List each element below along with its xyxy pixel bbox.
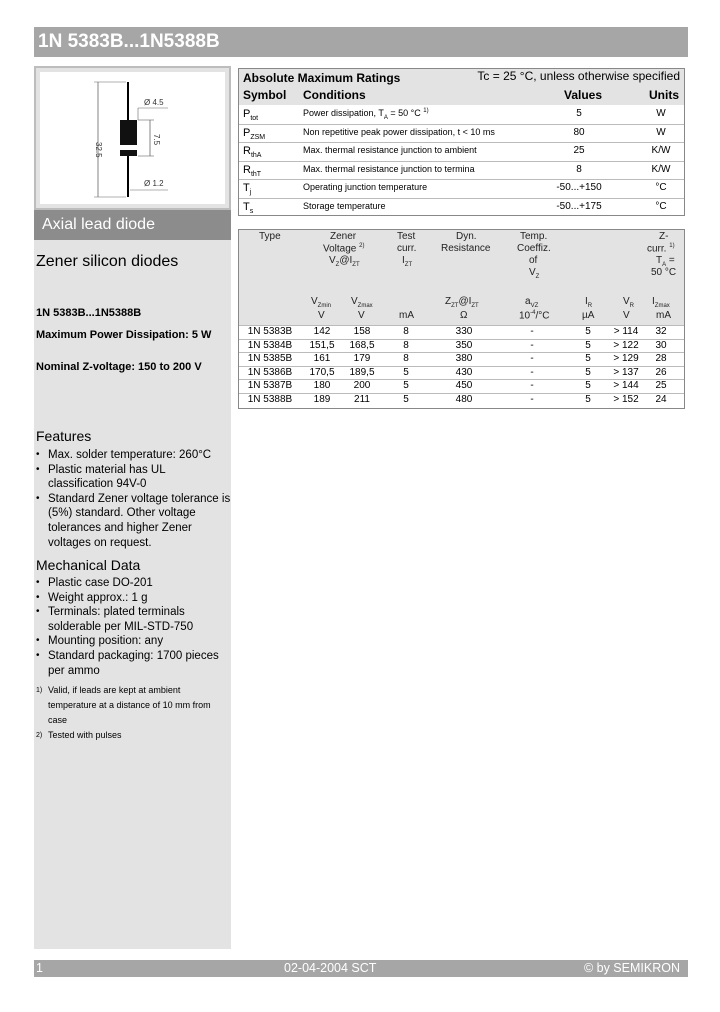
cell-symbol: $P_{tot}$ (243, 108, 259, 123)
footer-bar (34, 960, 688, 977)
table-cell: 189,5 (349, 366, 375, 378)
table-cell: 5 (585, 366, 591, 378)
max-power: Maximum Power Dissipation: 5 W (36, 329, 212, 341)
cell-value: 8 (576, 163, 582, 175)
cell-symbol: $T_s$ (243, 201, 254, 216)
col-temp-1: Temp. (520, 231, 548, 242)
table-cell: 450 (455, 380, 473, 392)
table-cell: 5 (585, 353, 591, 365)
col-temp-2: Coeffiz. (517, 243, 551, 254)
nominal-voltage: Nominal Z-voltage: 150 to 200 V (36, 361, 202, 373)
table-row (239, 393, 684, 407)
table-cell: - (530, 353, 534, 365)
unit-vzmax: V (358, 310, 365, 321)
features-heading: Features (36, 428, 92, 444)
cell-symbol: $T_j$ (243, 182, 252, 197)
col-header-values: Values (564, 88, 603, 102)
features-list (36, 448, 231, 550)
table-cell: - (530, 326, 534, 337)
cell-unit: W (656, 108, 666, 119)
table-cell: 168,5 (349, 339, 375, 351)
cell-value: 5 (576, 108, 582, 119)
col-test-1: Test (397, 231, 416, 242)
footnote-mark: 2) (36, 732, 43, 739)
footnote (36, 683, 231, 728)
col-zener-3: $V_Z@I_{ZT}$ (329, 255, 360, 268)
dim-total-length: 32.5 (94, 142, 103, 158)
list-item: • Weight approx.: 1 g (36, 591, 231, 606)
page-title: 1N 5383B...1N5388B (38, 31, 220, 52)
unit-zzt: Ω (460, 310, 468, 321)
col-header-conditions: Conditions (303, 88, 366, 102)
cell-value: 25 (573, 145, 585, 157)
cell-symbol: $R_{thA}$ (243, 145, 262, 160)
table-cell: > 137 (613, 366, 639, 378)
table-cell: 350 (455, 339, 473, 351)
col-zcurr-1: Z- (659, 231, 669, 242)
table-cell: 5 (585, 326, 591, 337)
table-row (239, 124, 684, 143)
table-cell: 179 (353, 353, 371, 365)
table-cell: 8 (403, 326, 409, 337)
footer-copyright: © by SEMIKRON (583, 961, 680, 975)
cell-value: -50...+150 (556, 182, 602, 194)
unit-ir: µA (582, 310, 595, 321)
table-cell: > 129 (613, 353, 639, 365)
table-cell: 30 (655, 339, 667, 351)
characteristics-table (238, 229, 685, 409)
col-temp-4: $V_Z$ (529, 267, 540, 280)
table-cell: 26 (655, 366, 667, 378)
part-range: 1N 5383B...1N5388B (36, 307, 142, 319)
page-number: 1 (36, 961, 43, 975)
table-cell: 5 (585, 339, 591, 351)
list-item: • Max. solder temperature: 260°C (36, 448, 231, 463)
package-diagram (40, 72, 225, 204)
table-row (239, 339, 684, 353)
table-cell: 28 (655, 353, 667, 365)
table-row (239, 198, 684, 217)
unit-avz: $10^{-4}/^\circ C$ (519, 310, 550, 322)
sym-vzmin: $V_{Zmin}$ (311, 296, 332, 309)
col-temp-3: of (529, 255, 538, 266)
table-row (239, 325, 684, 339)
table-cell: 180 (313, 380, 331, 392)
unit-vr: V (623, 310, 630, 321)
cell-symbol: $R_{thT}$ (243, 163, 262, 178)
table-cell: 170,5 (309, 366, 335, 378)
col-zcurr-3: $T_A$ = (656, 255, 675, 268)
cell-value: -50...+175 (556, 201, 602, 212)
list-item: • Plastic material has UL classification 94V-0 (36, 463, 231, 492)
list-item: • Plastic case DO-201 (36, 576, 231, 591)
table-cell: 5 (585, 380, 591, 392)
cell-unit: W (656, 126, 666, 138)
col-test-2: curr. (397, 243, 417, 254)
col-zcurr-4: 50 °C (651, 267, 677, 278)
diode-outline-drawing (40, 72, 225, 204)
sym-avz: $a_{VZ}$ (525, 296, 539, 309)
list-item: • Mounting position: any (36, 634, 231, 649)
footnote (36, 728, 231, 743)
unit-izmax: mA (656, 310, 671, 321)
sym-vzmax: $V_{Zmax}$ (351, 296, 373, 309)
unit-vzmin: V (318, 310, 325, 321)
cell-unit: °C (655, 201, 667, 212)
cell-type: 1N 5387B (247, 380, 293, 392)
abs-table-title: Absolute Maximum Ratings (243, 71, 401, 85)
mechanical-heading: Mechanical Data (36, 557, 141, 573)
cell-condition: Storage temperature (303, 201, 386, 211)
table-cell: 24 (655, 394, 667, 405)
cell-symbol: $P_{ZSM}$ (243, 126, 266, 141)
table-cell: 200 (353, 380, 371, 392)
footer-date: 02-04-2004 SCT (284, 961, 377, 975)
table-row (239, 366, 684, 380)
col-zener-2: Voltage $^{2)}$ (323, 243, 365, 255)
table-cell: - (530, 380, 534, 392)
table-row (239, 179, 684, 198)
footnote-mark: 1) (36, 687, 43, 694)
absolute-max-ratings-table (238, 68, 685, 216)
cell-type: 1N 5384B (247, 339, 293, 351)
table-row (239, 161, 684, 180)
table-cell: 8 (403, 339, 409, 351)
table-cell: 8 (403, 353, 409, 365)
mechanical-list (36, 576, 231, 678)
sym-ir: $I_R$ (585, 296, 593, 309)
table-cell: 25 (655, 380, 667, 392)
col-dyn-2: Resistance (441, 243, 491, 254)
sym-vr: $V_R$ (623, 296, 635, 309)
list-item: • Standard packaging: 1700 pieces per ammo (36, 649, 231, 678)
col-zcurr-2: curr. $^{1)}$ (647, 243, 675, 255)
table-cell: 142 (313, 326, 331, 337)
dim-body-length: 7.5 (152, 134, 161, 146)
axial-lead-text: Axial lead diode (42, 216, 155, 233)
dim-body-diameter: Ø 4.5 (144, 98, 164, 107)
cell-type: 1N 5386B (247, 366, 293, 378)
table-cell: 330 (455, 326, 473, 337)
col-test-3: $I_{ZT}$ (402, 255, 413, 268)
table-cell: 480 (455, 394, 473, 405)
list-item: • Standard Zener voltage tolerance is (5%) standard. Other voltage tolerances and higher Zener voltages on request. (36, 492, 231, 550)
cell-unit: K/W (651, 163, 671, 175)
table-cell: 5 (585, 394, 591, 405)
table-row (239, 352, 684, 366)
col-zener-1: Zener (330, 231, 357, 242)
footnotes (36, 683, 231, 743)
abs-table-condition: Tc = 25 °C, unless otherwise specified (477, 69, 680, 83)
table-cell: 430 (455, 366, 473, 378)
cell-condition: Max. thermal resistance junction to ambient (303, 145, 477, 156)
table-cell: 5 (403, 394, 409, 405)
table-cell: 151,5 (309, 339, 335, 351)
table-row (239, 142, 684, 161)
cell-type: 1N 5383B (247, 326, 293, 337)
list-item: • Terminals: plated terminals solderable per MIL-STD-750 (36, 605, 231, 634)
table-cell: 189 (313, 394, 331, 405)
cell-condition: Max. thermal resistance junction to termina (303, 163, 475, 174)
cell-condition: Operating junction temperature (303, 182, 428, 193)
axial-lead-label (34, 210, 231, 240)
cell-unit: °C (655, 182, 667, 194)
table-cell: 5 (403, 366, 409, 378)
unit-izt: mA (399, 310, 414, 321)
cell-value: 80 (573, 126, 585, 138)
table-cell: > 144 (613, 380, 639, 392)
table-cell: 380 (455, 353, 473, 365)
title-bar (34, 27, 688, 57)
table-cell: - (530, 394, 534, 405)
col-type: Type (259, 231, 281, 242)
table-cell: > 122 (613, 339, 639, 351)
table-row (239, 105, 684, 124)
table-cell: > 114 (613, 326, 639, 337)
col-header-units: Units (649, 88, 679, 102)
package-diagram-frame (34, 66, 231, 210)
table-cell: - (530, 339, 534, 351)
col-header-symbol: Symbol (243, 88, 287, 102)
sym-zzt: $Z_{ZT}@I_{ZT}$ (445, 296, 479, 309)
footnote-text: Valid, if leads are kept at ambient temperature at a distance of 10 mm from case (48, 685, 211, 725)
dim-lead-diameter: Ø 1.2 (144, 179, 164, 188)
footnote-text: Tested with pulses (48, 730, 122, 740)
table-cell: 161 (313, 353, 331, 365)
col-dyn-1: Dyn. (456, 231, 477, 242)
table-cell: > 152 (613, 394, 639, 405)
cell-type: 1N 5388B (247, 394, 293, 405)
table-cell: 211 (354, 394, 370, 405)
table-row (239, 379, 684, 393)
table-cell: 32 (655, 326, 667, 337)
cell-unit: K/W (651, 145, 671, 157)
product-heading: Zener silicon diodes (36, 253, 179, 270)
cell-type: 1N 5385B (247, 353, 293, 365)
sym-izmax: $I_{Zmax}$ (652, 296, 670, 309)
table-cell: - (530, 366, 534, 378)
table-cell: 5 (403, 380, 409, 392)
cell-condition: Non repetitive peak power dissipation, t < 10 ms (303, 126, 495, 137)
table-cell: 158 (353, 326, 371, 337)
cell-condition: Power dissipation, $T_A = 50$ °C $^{1)}$ (303, 108, 429, 121)
